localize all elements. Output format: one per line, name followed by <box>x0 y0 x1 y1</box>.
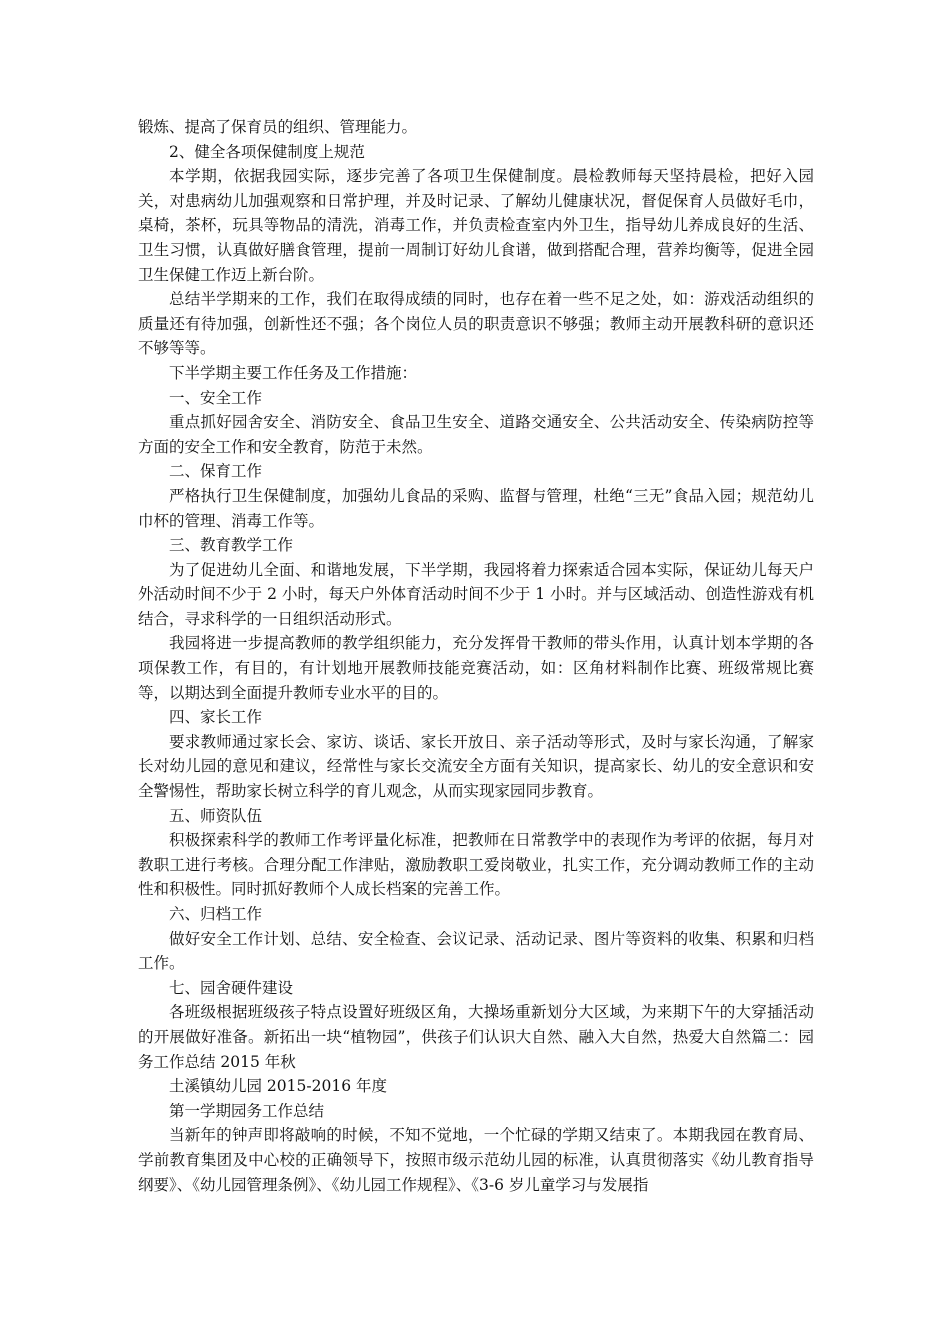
line-kindergarten-year: 土溪镇幼儿园 2015-2016 年度 <box>169 1077 387 1096</box>
paragraph-education-teaching-1: 为了促进幼儿全面、和谐地发展，下半学期，我园将着力探索适合园本实际，保证幼儿每天户外活动时间不少于 2 小时，每天户外体育活动时间不少于 1 小时。并与区域活动、创造性游戏有机结合，寻求科学的一日组织活动形式。 <box>138 560 814 628</box>
heading-education-teaching: 三、教育教学工作 <box>169 536 294 555</box>
subheading-health-system: 2、健全各项保健制度上规范 <box>169 142 365 161</box>
heading-parent-work: 四、家长工作 <box>169 708 263 727</box>
heading-teaching-staff: 五、师资队伍 <box>169 806 263 825</box>
paragraph-summary-shortcomings: 总结半学期来的工作，我们在取得成绩的同时，也存在着一些不足之处，如：游戏活动组织的质量还有待加强，创新性还不强；各个岗位人员的职责意识不够强；教师主动开展教科研的意识还不够等等。 <box>138 290 814 358</box>
document-page <box>138 115 814 1197</box>
paragraph-care-work: 严格执行卫生保健制度，加强幼儿食品的采购、监督与管理，杜绝“三无”食品入园；规范幼儿巾杯的管理、消毒工作等。 <box>138 486 814 530</box>
line-semester-summary-title: 第一学期园务工作总结 <box>169 1101 325 1120</box>
paragraph-facilities: 各班级根据班级孩子特点设置好班级区角，大操场重新划分大区域，为来期下午的大穿插活动的开展做好准备。新拓出一块“植物园”，供孩子们认识大自然、融入大自然，热爱大自然篇二：园务工作总结 2015 年秋 <box>138 1003 814 1071</box>
paragraph-teaching-staff: 积极探索科学的教师工作考评量化标准，把教师在日常教学中的表现作为考评的依据，每月对教职工进行考核。合理分配工作津贴，激励教职工爱岗敬业，扎实工作，充分调动教师工作的主动性和积极性。同时抓好教师个人成长档案的完善工作。 <box>138 831 814 899</box>
paragraph-health-system: 本学期，依据我园实际，逐步完善了各项卫生保健制度。晨检教师每天坚持晨检，把好入园关，对患病幼儿加强观察和日常护理，并及时记录、了解幼儿健康状况，督促保育人员做好毛巾，桌椅，茶杯，玩具等物品的清洗，消毒工作，并负责检查室内外卫生，指导幼儿养成良好的生活、卫生习惯，认真做好膳食管理，提前一周制订好幼儿食谱，做到搭配合理，营养均衡等，促进全园卫生保健工作迈上新台阶。 <box>138 167 814 284</box>
paragraph-continuation: 锻炼、提高了保育员的组织、管理能力。 <box>138 118 418 136</box>
paragraph-next-semester-intro: 下半学期主要工作任务及工作措施： <box>169 363 418 382</box>
paragraph-parent-work: 要求教师通过家长会、家访、谈话、家长开放日、亲子活动等形式，及时与家长沟通，了解家长对幼儿园的意见和建议，经常性与家长交流安全方面有关知识，提高家长、幼儿的安全意识和安全警惕性，帮助家长树立科学的育儿观念，从而实现家园同步教育。 <box>138 732 814 801</box>
paragraph-education-teaching-2: 我园将进一步提高教师的教学组织能力，充分发挥骨干教师的带头作用，认真计划本学期的各项保教工作，有目的，有计划地开展教师技能竞赛活动，如：区角材料制作比赛、班级常规比赛等，以期达到全面提升教师专业水平的目的。 <box>138 634 814 702</box>
paragraph-new-year-intro: 当新年的钟声即将敲响的时候，不知不觉地，一个忙碌的学期又结束了。本期我园在教育局、学前教育集团及中心校的正确领导下，按照市级示范幼儿园的标准，认真贯彻落实《幼儿教育指导纲要》、《幼儿园管理条例》、《幼儿园工作规程》、《3-6 岁儿童学习与发展指 <box>138 1126 814 1194</box>
paragraph-archiving: 做好安全工作计划、总结、安全检查、会议记录、活动记录、图片等资料的收集、积累和归档工作。 <box>138 929 814 973</box>
heading-archiving: 六、归档工作 <box>169 905 263 923</box>
heading-safety-work: 一、安全工作 <box>169 388 263 407</box>
heading-facilities: 七、园舍硬件建设 <box>169 978 294 997</box>
paragraph-safety-work: 重点抓好园舍安全、消防安全、食品卫生安全、道路交通安全、公共活动安全、传染病防控等方面的安全工作和安全教育，防范于未然。 <box>138 413 814 456</box>
heading-care-work: 二、保育工作 <box>169 462 263 481</box>
